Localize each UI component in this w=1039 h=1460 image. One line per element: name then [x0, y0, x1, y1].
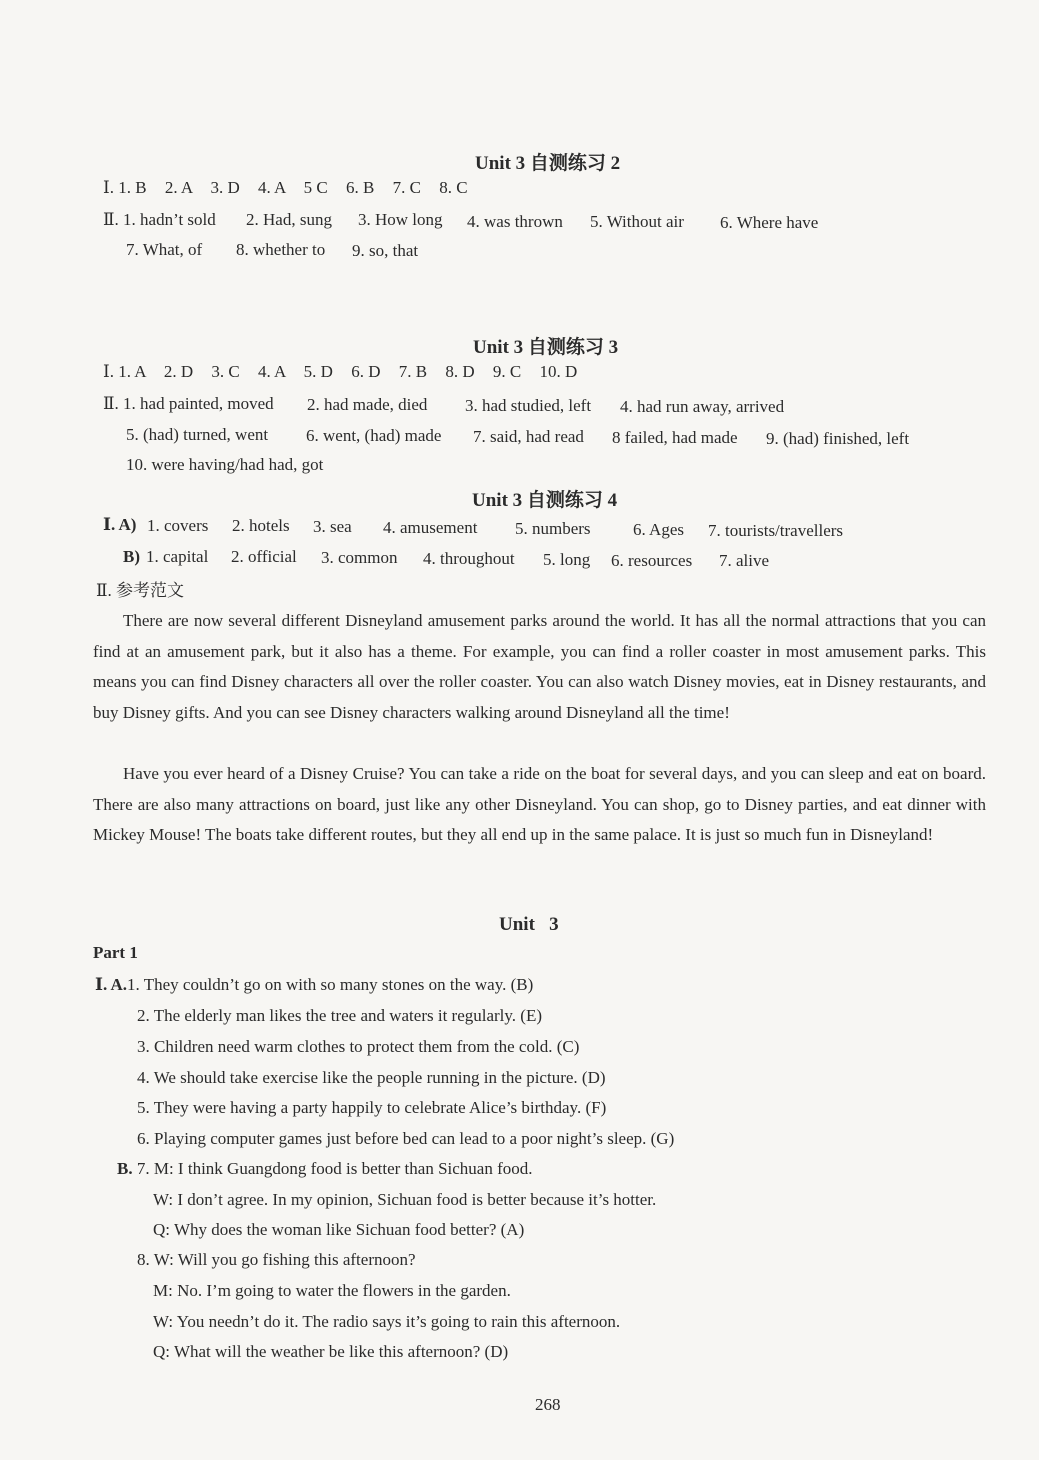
part-label: B.: [117, 1159, 133, 1178]
answer: 6. resources: [611, 551, 693, 570]
answer: 3. common: [321, 548, 398, 567]
page-number: 268: [535, 1395, 561, 1414]
answer: 4. was thrown: [467, 212, 563, 231]
answer: 6. Ages: [633, 520, 684, 539]
answer: 5. Without air: [590, 212, 684, 231]
answer: 7. C: [392, 178, 421, 197]
answer: 7. B: [398, 362, 428, 381]
answer: 4. A: [258, 362, 286, 381]
answer: 3. D: [210, 178, 240, 197]
answer: 10. were having/had had, got: [126, 455, 324, 474]
section-title-unit3: Unit 3: [499, 914, 559, 935]
item-text: 1. They couldn’t go on with so many stones on the way. (B): [127, 975, 534, 994]
dialogue-line: Q: What will the weather be like this afternoon? (D): [153, 1342, 509, 1361]
answer: 7. tourists/travellers: [708, 521, 844, 540]
part-label: Ⅰ. A): [103, 515, 137, 534]
answer: 2. official: [231, 547, 297, 566]
item-text: 7. M: I think Guangdong food is better than Sichuan food.: [136, 1159, 533, 1178]
answer: 10. D: [539, 362, 578, 381]
answer: 5. numbers: [515, 519, 591, 538]
listening-item: 5. They were having a party happily to celebrate Alice’s birthday. (F): [137, 1098, 607, 1117]
answer: 7. What, of: [126, 240, 203, 259]
dialogue-line: W: You needn’t do it. The radio says it’s going to rain this afternoon.: [153, 1312, 621, 1331]
answer: 2. Had, sung: [246, 210, 332, 229]
answer: 5 C: [303, 178, 328, 197]
listening-item: 6. Playing computer games just before bed can lead to a poor night’s sleep. (G): [137, 1129, 675, 1148]
essay-paragraph-1: [93, 606, 986, 728]
answer: 9. C: [492, 362, 522, 381]
dialogue-line: M: No. I’m going to water the flowers in the garden.: [153, 1281, 511, 1300]
answer: 6. B: [346, 178, 375, 197]
answer: 5. long: [543, 550, 591, 569]
dialogue-line: [117, 1159, 533, 1179]
answer: 8. D: [445, 362, 475, 381]
answer: 3. C: [211, 362, 240, 381]
answer: 9. (had) finished, left: [766, 429, 910, 448]
answer: Ⅰ. 1. A: [103, 362, 146, 381]
answer: Ⅱ. 1. had painted, moved: [103, 394, 274, 413]
answer: 7. said, had read: [473, 427, 584, 446]
answer: 8. C: [439, 178, 468, 197]
answer: Ⅰ. 1. B: [103, 178, 147, 197]
answer: 6. Where have: [720, 213, 819, 232]
section-title-unit3-test4: Unit 3 自测练习 4: [472, 490, 618, 511]
answer: 5. D: [303, 362, 333, 381]
listening-item: 3. Children need warm clothes to protect them from the cold. (C): [137, 1037, 580, 1056]
answer: 4. amusement: [383, 518, 478, 537]
section-title-unit3-test3: Unit 3 自测练习 3: [473, 337, 619, 358]
answer: 8 failed, had made: [612, 428, 738, 447]
answer: 3. How long: [358, 210, 443, 229]
answer: 2. had made, died: [307, 395, 428, 414]
answer-row: [103, 178, 468, 198]
part-label: Ⅰ. A.: [95, 975, 128, 994]
answer: 6. D: [351, 362, 381, 381]
answer: 3. sea: [313, 517, 352, 536]
answer: 2. A: [164, 178, 193, 197]
listening-item: [95, 975, 533, 995]
essay-text: There are now several different Disneyland amusement parks around the world. It has all the normal attractions that you can find at an amusement park, but it also has a theme. For example, you can find a roller coaster in most amusement parks. This means you can find Disney characters all over the roller coaster. You can also watch Disney movies, eat in Disney restaurants, and buy Disney gifts. And you can see Disney characters walking around Disneyland all the time!: [93, 611, 986, 722]
answer: 6. went, (had) made: [306, 426, 442, 445]
answer: 1. covers: [147, 516, 209, 535]
part-heading: Part 1: [93, 943, 138, 962]
answer: Ⅱ. 1. hadn’t sold: [103, 210, 216, 229]
answer: 1. capital: [146, 547, 209, 566]
answer: 5. (had) turned, went: [126, 425, 269, 444]
answer-row: [103, 362, 577, 382]
answer: 4. throughout: [423, 549, 515, 568]
answer: 4. A: [258, 178, 286, 197]
section-title-unit3-test2: Unit 3 自测练习 2: [475, 153, 621, 174]
answer: 3. had studied, left: [465, 396, 592, 415]
answer: 8. whether to: [236, 240, 326, 259]
listening-item: 2. The elderly man likes the tree and waters it regularly. (E): [137, 1006, 543, 1025]
essay-text: Have you ever heard of a Disney Cruise? You can take a ride on the boat for several days, and you can sleep and eat on board. There are also many attractions on board, just like any other Disneyland. You can shop, go to Disney parties, and eat dinner with Mickey Mouse! The boats take different routes, but they all end up in the same palace. It is just so much fun in Disneyland!: [93, 764, 986, 844]
dialogue-line: W: I don’t agree. In my opinion, Sichuan food is better because it’s hotter.: [153, 1190, 657, 1209]
answer: 2. hotels: [232, 516, 290, 535]
dialogue-line: 8. W: Will you go fishing this afternoon?: [137, 1250, 416, 1269]
essay-paragraph-2: [93, 759, 986, 851]
essay-label: Ⅱ. 参考范文: [96, 581, 185, 600]
answer: 4. had run away, arrived: [620, 397, 785, 416]
answer: 2. D: [163, 362, 194, 381]
answer: 9. so, that: [352, 241, 419, 260]
part-label: B): [123, 547, 140, 566]
dialogue-line: Q: Why does the woman like Sichuan food better? (A): [153, 1220, 525, 1239]
answer: 7. alive: [719, 551, 770, 570]
listening-item: 4. We should take exercise like the people running in the picture. (D): [137, 1068, 606, 1087]
